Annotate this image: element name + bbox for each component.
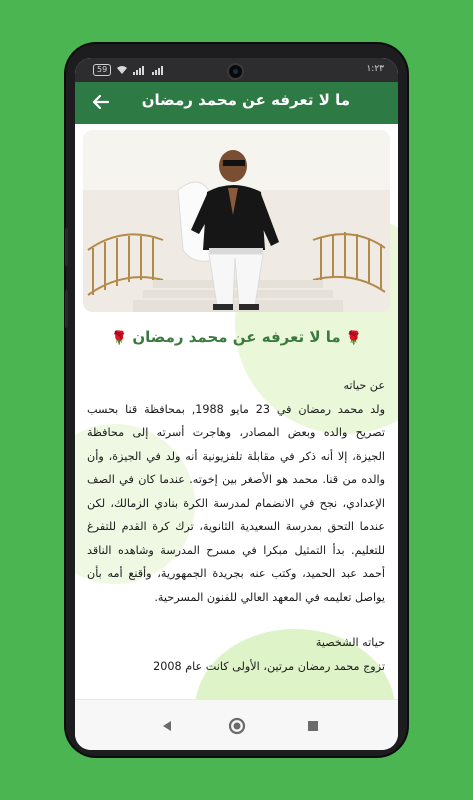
front-camera: [227, 63, 244, 80]
wifi-icon: [116, 65, 128, 75]
status-time: ١:٢٣: [366, 64, 384, 74]
article-content[interactable]: [75, 124, 398, 699]
rose-icon: 🌹: [110, 331, 128, 346]
battery-indicator: 59: [93, 64, 111, 76]
article-body: [87, 374, 385, 678]
signal-icon: [133, 65, 147, 75]
app-bar-title: ما لا تعرفه عن محمد رمضان: [141, 91, 350, 109]
section-title: حياته الشخصية: [315, 636, 385, 649]
phone-side-button: [65, 290, 68, 328]
section-text: تزوج محمد رمضان مرتين، الأولى كانت عام 2008: [153, 659, 385, 673]
app-bar: [75, 82, 398, 124]
phone-screen: [75, 58, 398, 750]
article-photo: [83, 130, 390, 312]
nav-back-icon[interactable]: [157, 716, 177, 736]
signal-icon: [152, 65, 166, 75]
section-title: عن حياته: [343, 379, 385, 392]
phone-side-button: [65, 228, 68, 266]
section-text: ولد محمد رمضان في 23 مايو 1988, بمحافظة قنا بحسب تصريح والده وبعض المصادر، وهاجرت أسرته إلى محافظة الجيزة، إلا أنه ذكر في مقابلة تلفزيونية أنه ولد في الجيزة، وأن والده من قنا. محمد هو الأصغر بين إخوته. عندما كان في الصف الإعدادي، نجح في الانضمام لمدرسة الكرة بنادي الزمالك، لكن عندما التحق بمدرسة السعيدية الثانوية، ترك كرة القدم للتفرغ للتعليم. بدأ التمثيل مبكرا في مسرح المدرسة وشاهده الناقد أحمد عبد الحميد، وكتب عنه بجريدة الجمهورية، وأقنع أمه بأن يواصل تعليمه في المعهد العالي للفنون المسرحية.: [87, 402, 385, 604]
article-heading-text: ما لا تعرفه عن محمد رمضان: [132, 328, 341, 346]
system-nav-bar: [75, 699, 398, 750]
article-heading: [75, 328, 398, 346]
status-bar: [75, 58, 398, 82]
nav-recents-icon[interactable]: [303, 716, 323, 736]
arrow-back-icon[interactable]: [89, 90, 113, 114]
nav-home-icon[interactable]: [227, 716, 247, 736]
rose-icon: 🌹: [345, 331, 363, 346]
